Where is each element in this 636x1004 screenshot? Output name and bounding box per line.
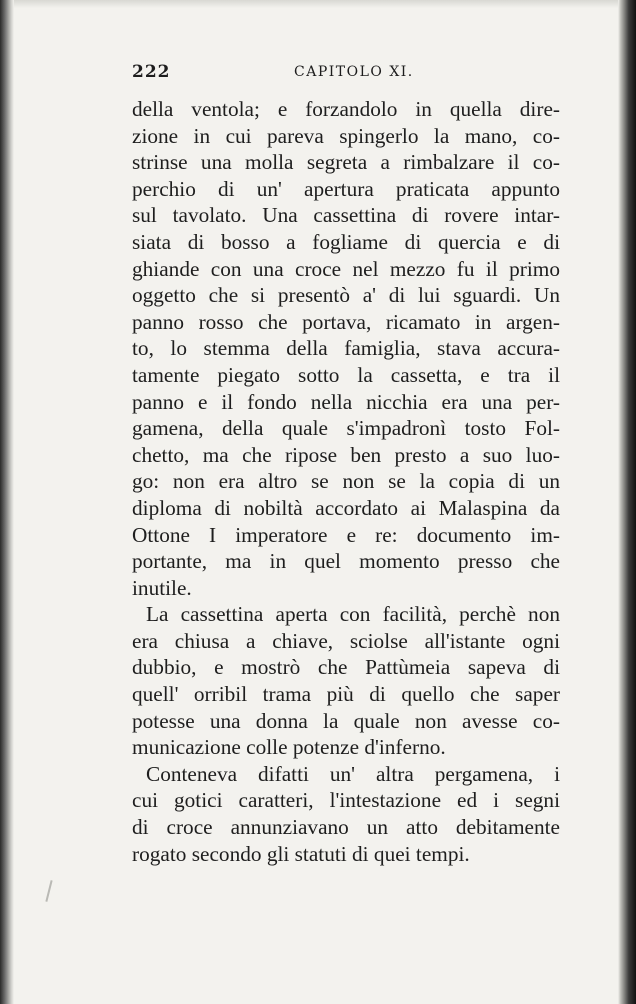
text-line: cui gotici caratteri, l'intestazione ed i segni	[132, 788, 560, 813]
text-line: sul tavolato. Una cassettina di rovere intar-	[132, 203, 560, 228]
paragraph-start-line: Conteneva difatti un' altra pergamena, i	[146, 761, 560, 786]
text-line: chetto, ma che ripose ben presto a suo luo-	[132, 442, 560, 467]
page-header	[132, 62, 552, 86]
text-line: portante, ma in quel momento presso che	[132, 549, 560, 574]
text-line: perchio di un' apertura praticata appunto	[132, 176, 560, 201]
paragraph-start-line: La cassettina aperta con facilità, perchè non	[146, 602, 560, 627]
text-line: to, lo stemma della famiglia, stava accura-	[132, 336, 560, 361]
body-text	[132, 96, 560, 867]
running-head: CAPITOLO XI.	[294, 64, 414, 80]
text-line: era chiusa a chiave, sciolse all'istante ogni	[132, 628, 560, 653]
text-line: Ottone I imperatore e re: documento im-	[132, 522, 560, 547]
text-line: go: non era altro se non se la copia di un	[132, 469, 560, 494]
paper-blemish	[45, 880, 52, 902]
text-line: panno rosso che portava, ricamato in argen-	[132, 309, 560, 334]
text-line: strinse una molla segreta a rimbalzare il co-	[132, 150, 560, 175]
page-top-shadow	[0, 0, 636, 8]
text-line: di croce annunziavano un atto debitamente	[132, 815, 560, 840]
text-line: panno e il fondo nella nicchia era una per-	[132, 389, 560, 414]
text-line: tamente piegato sotto la cassetta, e tra il	[132, 362, 560, 387]
text-line: diploma di nobiltà accordato ai Malaspina da	[132, 495, 560, 520]
page-number: 222	[132, 62, 171, 82]
text-line: quell' orribil trama più di quello che saper	[132, 682, 560, 707]
page-left-gutter	[0, 0, 14, 1004]
text-line: ghiande con una croce nel mezzo fu il primo	[132, 256, 560, 281]
text-line: oggetto che si presentò a' di lui sguardi. Un	[132, 283, 560, 308]
text-line: potesse una donna la quale non avesse co-	[132, 708, 560, 733]
text-line: zione in cui pareva spingerlo la mano, co-	[132, 123, 560, 148]
text-line: inutile.	[132, 575, 192, 600]
text-line: rogato secondo gli statuti di quei tempi.	[132, 841, 470, 866]
text-line: municazione colle potenze d'inferno.	[132, 735, 446, 760]
text-line: gamena, della quale s'impadronì tosto Fol-	[132, 416, 560, 441]
page-right-edge	[618, 0, 636, 1004]
text-line: dubbio, e mostrò che Pattùmeia sapeva di	[132, 655, 560, 680]
text-line: della ventola; e forzandolo in quella dire-	[132, 97, 560, 121]
text-line: siata di bosso a fogliame di quercia e di	[132, 229, 560, 254]
